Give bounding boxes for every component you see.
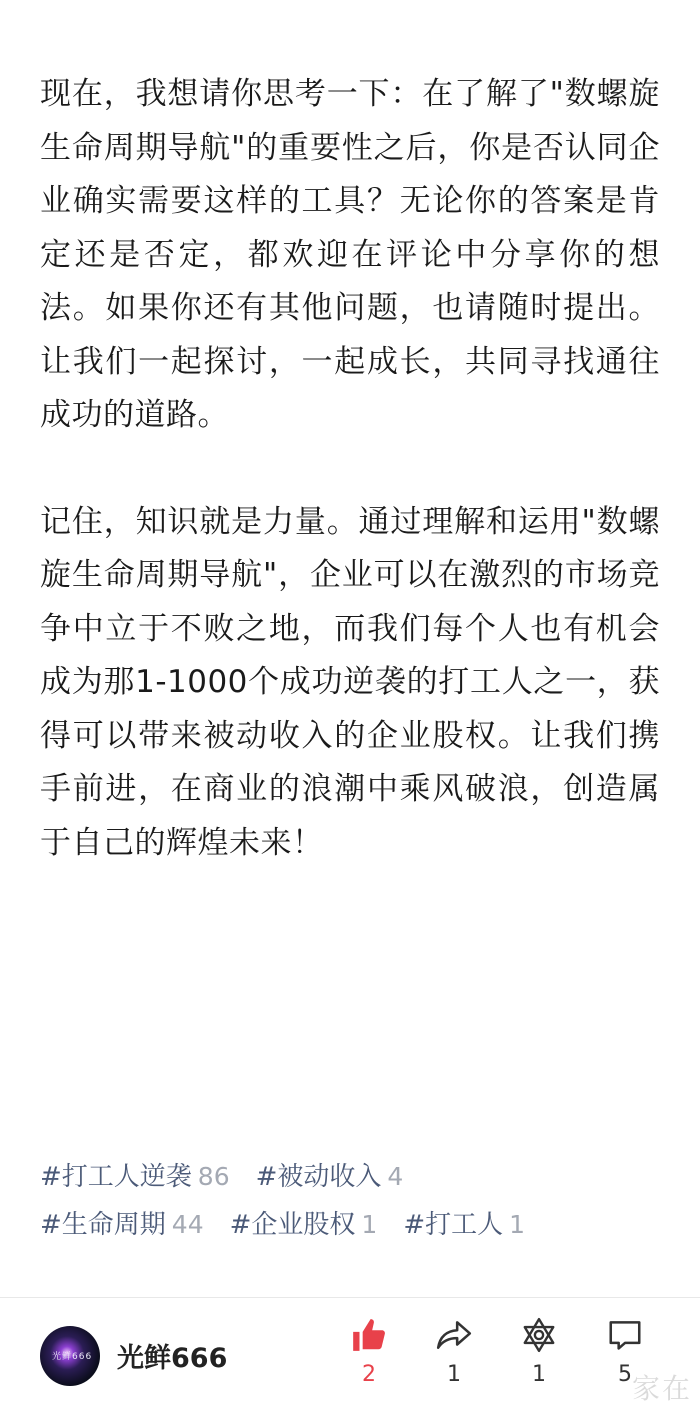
- tag-row: [40, 1198, 680, 1246]
- tag-count: 1: [509, 1209, 526, 1239]
- tag-item[interactable]: [40, 1156, 230, 1193]
- tag-count: 44: [171, 1209, 204, 1239]
- tag-label: #打工人逆袭: [40, 1161, 192, 1192]
- tag-count: 4: [387, 1161, 404, 1191]
- share-arrow-icon: [424, 1316, 484, 1354]
- comment-bubble-icon: [595, 1316, 655, 1354]
- tag-label: #生命周期: [40, 1209, 166, 1240]
- tag-list: [40, 1150, 680, 1246]
- tag-label: #被动收入: [255, 1161, 382, 1192]
- author-name[interactable]: 光鲜666: [117, 1343, 228, 1374]
- watermark: 家在: [631, 1372, 692, 1405]
- like-button[interactable]: [339, 1316, 399, 1387]
- tag-item[interactable]: [403, 1204, 525, 1241]
- tag-label: #企业股权: [229, 1209, 356, 1240]
- avatar-text: 光鲜666: [52, 1352, 93, 1362]
- thumbs-up-icon: [339, 1316, 399, 1354]
- author-avatar[interactable]: [40, 1326, 100, 1386]
- favorite-button[interactable]: [509, 1316, 569, 1387]
- tag-row: [40, 1150, 680, 1198]
- share-count: 1: [447, 1362, 461, 1387]
- tag-count: 1: [361, 1209, 378, 1239]
- comment-count: 5: [618, 1362, 632, 1387]
- tag-item[interactable]: [40, 1204, 204, 1241]
- tag-item[interactable]: [230, 1204, 378, 1241]
- article-paragraph-2: 记住，知识就是力量。通过理解和运用"数螺旋生命周期导航"，企业可以在激烈的市场竞争中立于不败之地，而我们每个人也有机会成为那1-1000个成功逆袭的打工人之一，获得可以带来被动收入的企业股权。让我们携手前进，在商业的浪潮中乘风破浪，创造属于自己的辉煌未来！: [40, 503, 660, 861]
- tag-count: 86: [197, 1161, 230, 1191]
- tag-label: #打工人: [403, 1209, 504, 1240]
- favorite-count: 1: [532, 1362, 546, 1387]
- bottom-action-bar: [0, 1298, 700, 1413]
- star-icon: [509, 1316, 569, 1354]
- tag-item[interactable]: [256, 1156, 404, 1193]
- article-paragraph-1: 现在，我想请你思考一下：在了解了"数螺旋生命周期导航"的重要性之后，你是否认同企业确实需要这样的工具？无论你的答案是肯定还是否定，都欢迎在评论中分享你的想法。如果你还有其他问题，也请随时提出。让我们一起探讨，一起成长，共同寻找通往成功的道路。: [40, 76, 660, 433]
- like-count: 2: [362, 1362, 376, 1387]
- share-button[interactable]: [424, 1316, 484, 1387]
- article-body: [40, 68, 660, 870]
